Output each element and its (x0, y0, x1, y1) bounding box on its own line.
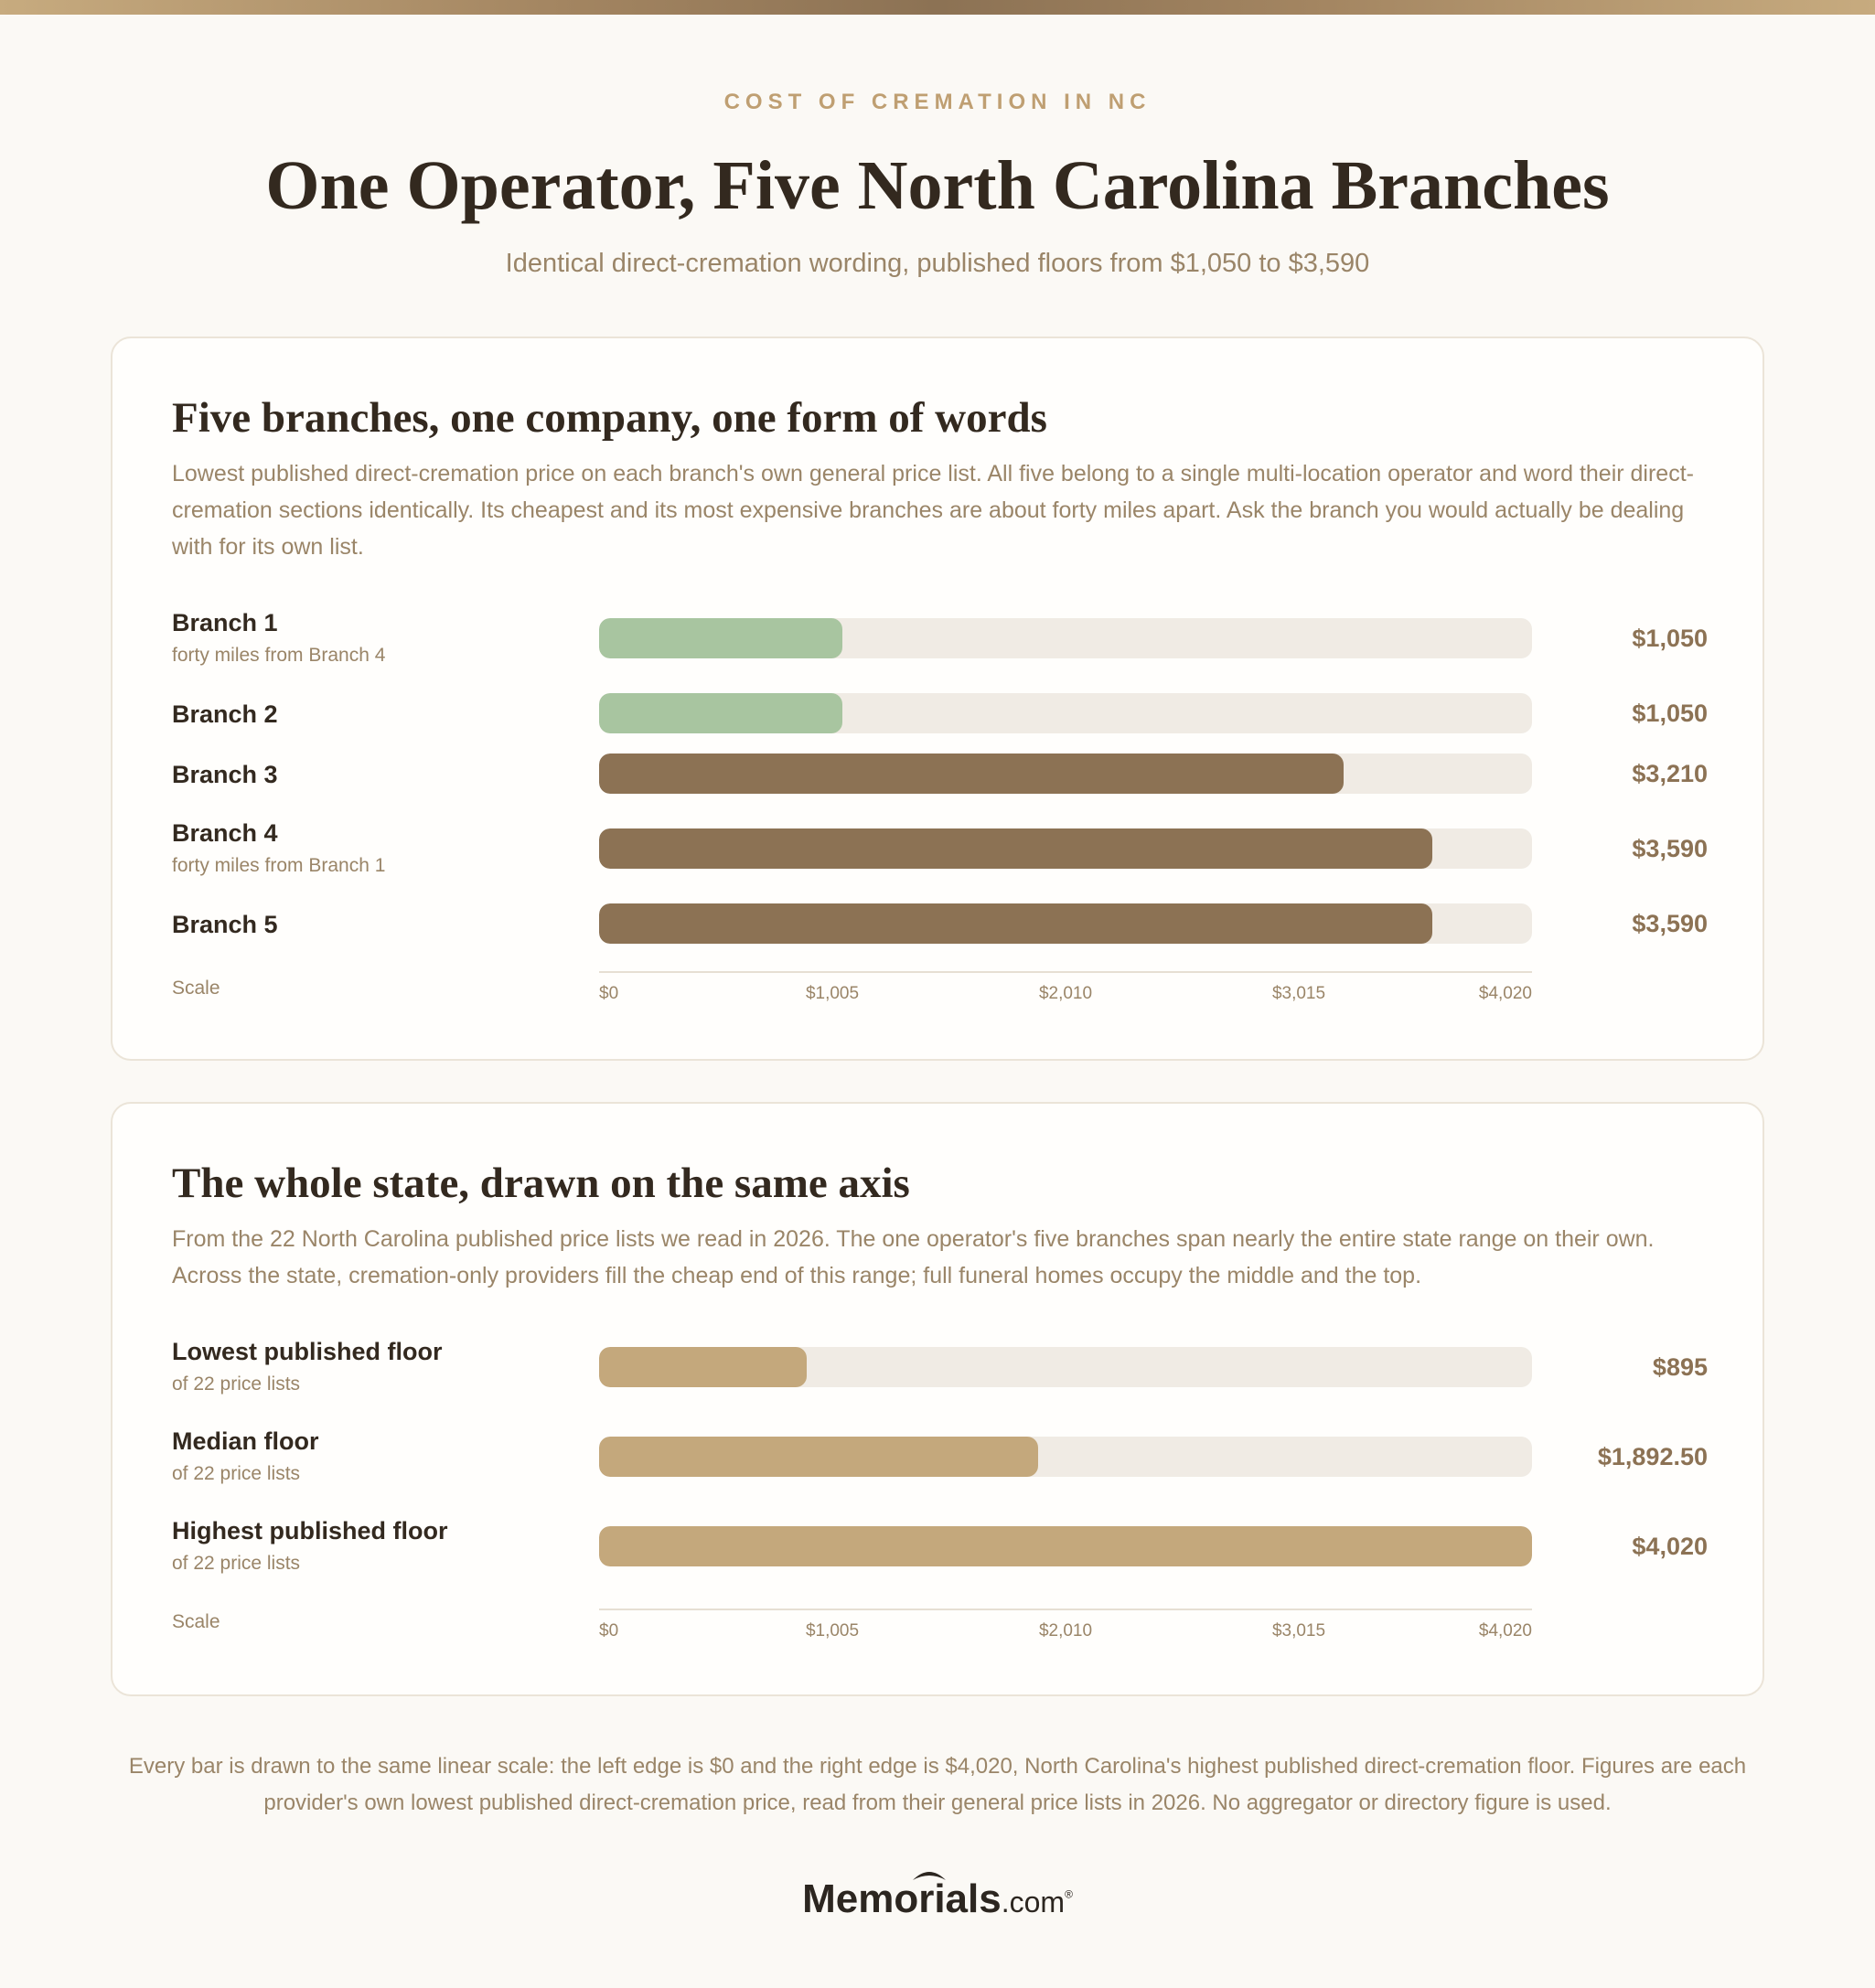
value-label: $895 (1652, 1353, 1708, 1381)
tick-label: $1,005 (805, 984, 860, 1003)
category-note: forty miles from Branch 1 (172, 855, 386, 876)
bar (599, 903, 1432, 944)
row-label (172, 607, 556, 668)
axis-line (599, 1609, 1532, 1610)
tick-label: $0 (599, 1621, 619, 1641)
eyebrow: COST OF CREMATION IN NC (723, 90, 1152, 114)
category-label: Branch 5 (172, 911, 278, 938)
category-label: Branch 1 (172, 609, 278, 636)
bar-track (599, 1526, 1532, 1566)
card-title: Five branches, one company, one form of words (172, 394, 1047, 442)
row-label (172, 818, 556, 878)
card-description: Lowest published direct-cremation price on each branch's own general price list. All five belong to a single multi-location operator and word their direct-cremation sections identically. Its cheapest and its most expensive branches are about forty miles apart. Ask the branch you would actually be dealing with for its own list. (172, 461, 1694, 560)
logo-swoosh-icon (911, 1865, 948, 1884)
tick-label: $0 (599, 984, 619, 1003)
value-label: $4,020 (1632, 1533, 1708, 1560)
bar-track (599, 693, 1532, 733)
value-label: $3,590 (1632, 910, 1708, 937)
card-title: The whole state, drawn on the same axis (172, 1160, 910, 1207)
bar (599, 754, 1344, 794)
bar-track (599, 754, 1532, 794)
category-note: of 22 price lists (172, 1373, 301, 1395)
footnote: Every bar is drawn to the same linear scale: the left edge is $0 and the right edge is $4,020, North Carolina's highest published direct-cremation floor. Figures are each provider's own lowest published direct-cremation price, read from their general price lists in 2026. No aggregator or directory figure is used. (128, 1754, 1747, 1815)
category-label: Branch 3 (172, 761, 278, 788)
row-label (172, 909, 556, 940)
category-note: of 22 price lists (172, 1553, 301, 1574)
logo-suffix: .com (1001, 1886, 1066, 1919)
bar (599, 1347, 807, 1387)
tick-label: $2,010 (1038, 984, 1093, 1003)
category-note: forty miles from Branch 4 (172, 645, 386, 666)
tick-label: $4,020 (1478, 1621, 1532, 1641)
row-label (172, 759, 556, 790)
category-label: Branch 4 (172, 819, 278, 847)
value-label: $3,210 (1632, 760, 1708, 787)
tick-label: $1,005 (805, 1621, 860, 1641)
scale-label: Scale (172, 1611, 220, 1632)
top-accent-band (0, 0, 1875, 15)
logo-registered: ® (1065, 1887, 1073, 1901)
bar-track (599, 828, 1532, 869)
bar (599, 828, 1432, 869)
category-note: of 22 price lists (172, 1463, 301, 1484)
row-label (172, 1515, 556, 1576)
bar-track (599, 618, 1532, 658)
tick-label: $4,020 (1478, 984, 1532, 1003)
page-title: One Operator, Five North Carolina Branches (265, 147, 1610, 224)
logo-name: Memorials (802, 1876, 1002, 1921)
value-label: $1,050 (1632, 625, 1708, 652)
value-label: $1,050 (1632, 700, 1708, 727)
bar-track (599, 1347, 1532, 1387)
bar (599, 618, 842, 658)
bar-track (599, 903, 1532, 944)
row-label (172, 699, 556, 730)
value-label: $3,590 (1632, 835, 1708, 862)
bar-track (599, 1437, 1532, 1477)
tick-label: $3,015 (1271, 1621, 1326, 1641)
bar (599, 1437, 1038, 1477)
scale-label: Scale (172, 978, 220, 999)
memorials-logo[interactable] (0, 1876, 1875, 1922)
value-label: $1,892.50 (1597, 1443, 1708, 1470)
row-label (172, 1336, 556, 1396)
branches-card (111, 337, 1764, 1061)
tick-label: $3,015 (1271, 984, 1326, 1003)
category-label: Median floor (172, 1427, 319, 1455)
tick-label: $2,010 (1038, 1621, 1093, 1641)
axis-line (599, 971, 1532, 973)
category-label: Highest published floor (172, 1517, 448, 1544)
category-label: Branch 2 (172, 700, 278, 728)
category-label: Lowest published floor (172, 1338, 443, 1365)
state-card (111, 1102, 1764, 1696)
bar (599, 693, 842, 733)
card-description: From the 22 North Carolina published price lists we read in 2026. The one operator's five branches span nearly the entire state range on their own. Across the state, cremation-only providers fill the cheap end of this range; full funeral homes occupy the middle and the top. (172, 1226, 1655, 1288)
row-label (172, 1426, 556, 1486)
page-subtitle: Identical direct-cremation wording, published floors from $1,050 to $3,590 (505, 249, 1370, 278)
bar (599, 1526, 1532, 1566)
